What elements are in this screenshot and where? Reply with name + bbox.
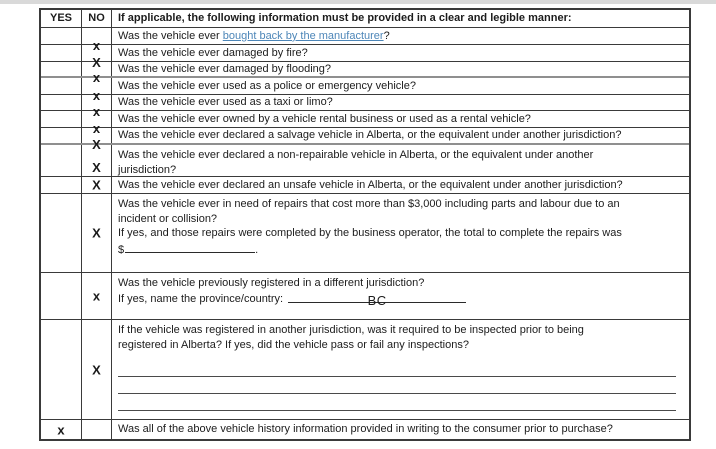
no-x-mark: X — [92, 55, 101, 70]
province-country-value: BC — [367, 292, 387, 308]
table-row — [41, 420, 689, 439]
question-text — [118, 29, 683, 44]
no-x-mark: x — [92, 88, 101, 103]
question-text — [118, 46, 683, 61]
question-column-header — [112, 10, 689, 27]
question-text-line: If the vehicle was registered in another jurisdiction, was it required to be inspected prior to being — [118, 324, 584, 336]
yes-cell — [41, 78, 82, 94]
question-text — [118, 226, 683, 241]
question-cell — [112, 28, 689, 44]
table-row — [41, 194, 689, 273]
question-cell — [112, 145, 689, 176]
no-column-header — [82, 10, 112, 27]
question-text — [118, 148, 683, 163]
no-x-mark: X — [92, 177, 101, 193]
no-x-mark: x — [92, 38, 101, 53]
question-text-line: Was the vehicle ever used as a taxi or limo? — [118, 96, 333, 109]
question-text-segment: Was the vehicle ever — [118, 29, 223, 42]
question-text-line: Was the vehicle ever declared an unsafe vehicle in Alberta, or the equivalent under another jurisdiction? — [118, 178, 623, 191]
dollar-sign: $ — [118, 243, 125, 256]
question-cell — [112, 128, 689, 143]
question-text — [118, 178, 683, 193]
province-country-label: If yes, name the province/country: — [118, 292, 284, 305]
question-text-line: Was all of the above vehicle history information provided in writing to the consumer prior to purchase? — [118, 423, 613, 436]
question-cell — [112, 45, 689, 61]
table-row — [41, 273, 689, 320]
question-text-line: Was the vehicle ever damaged by fire? — [118, 46, 308, 59]
yes-cell — [41, 145, 82, 176]
no-x-mark: x — [92, 121, 101, 136]
manufacturer-buyback-link[interactable]: bought back by the manufacturer — [222, 29, 384, 42]
question-text — [118, 95, 683, 110]
question-text-line: Was the vehicle ever declared a non-repairable vehicle in Alberta, or the equivalent under another — [118, 149, 594, 161]
question-text-line: incident or collision? — [118, 212, 218, 225]
question-text — [118, 79, 683, 94]
question-cell — [112, 273, 689, 319]
province-country-blank — [288, 291, 466, 308]
answer-line — [118, 377, 676, 394]
scan-artifact-strip — [0, 0, 716, 4]
question-text-line: If yes, and those repairs were completed by the business operator, the total to complete the repairs was — [118, 227, 622, 239]
yes-cell — [41, 320, 82, 419]
no-x-mark: X — [92, 225, 101, 241]
table-header-row — [41, 10, 689, 28]
question-text-line: Was the vehicle ever in need of repairs that cost more than $3,000 including parts and labour due to an — [118, 198, 620, 210]
no-x-mark: x — [92, 104, 101, 119]
question-text-line: Was the vehicle previously registered in a different jurisdiction? — [118, 277, 425, 289]
no-x-mark: x — [92, 70, 101, 85]
question-text — [118, 128, 683, 143]
question-text — [118, 276, 683, 291]
answer-line — [118, 394, 676, 411]
yes-x-mark: x — [57, 422, 65, 437]
question-text — [118, 197, 683, 212]
question-cell — [112, 194, 689, 272]
dollar-amount-blank — [125, 241, 255, 253]
table-row — [41, 177, 689, 194]
no-cell — [82, 420, 112, 439]
question-cell — [112, 420, 689, 439]
no-cell — [82, 177, 112, 193]
yes-cell — [41, 128, 82, 143]
answer-line — [118, 360, 676, 377]
table-row — [41, 62, 689, 85]
dollar-line-period: . — [255, 243, 259, 256]
question-text — [118, 212, 683, 227]
question-text — [118, 422, 683, 437]
form-table — [39, 8, 691, 441]
question-text-line: Was the vehicle ever owned by a vehicle rental business or used as a rental vehicle? — [118, 112, 531, 125]
yes-cell — [41, 95, 82, 110]
yes-cell — [41, 420, 82, 439]
no-x-mark: X — [92, 362, 101, 377]
question-text-line: registered in Alberta? If yes, did the vehicle pass or fail any inspections? — [118, 338, 469, 351]
province-country-line — [118, 291, 683, 307]
question-text — [118, 338, 683, 353]
no-cell — [82, 273, 112, 319]
yes-column-header — [41, 10, 82, 27]
question-cell — [112, 78, 689, 94]
question-text-line: Was the vehicle ever used as a police or emergency vehicle? — [118, 79, 416, 92]
question-text-line: jurisdiction? — [118, 163, 177, 176]
question-text-line: Was the vehicle ever declared a salvage vehicle in Alberta, or the equivalent under another jurisdiction? — [118, 129, 622, 142]
header-text-label: If applicable, the following information must be provided in a clear and legible manner: — [118, 12, 572, 25]
yes-cell — [41, 45, 82, 61]
dollar-amount-line — [118, 241, 683, 258]
no-x-mark: x — [92, 288, 101, 304]
yes-cell — [41, 273, 82, 319]
yes-cell — [41, 111, 82, 127]
no-x-mark: X — [92, 160, 101, 175]
question-text — [118, 112, 683, 127]
question-text-line: Was the vehicle ever damaged by flooding? — [118, 62, 331, 75]
yes-cell — [41, 194, 82, 272]
no-cell — [82, 28, 112, 53]
no-cell — [82, 320, 112, 419]
question-text-segment: ? — [383, 29, 390, 42]
table-row — [41, 145, 689, 177]
no-cell — [82, 194, 112, 272]
question-cell — [112, 62, 689, 76]
no-header-label: NO — [88, 12, 105, 24]
question-cell — [112, 320, 689, 419]
question-cell — [112, 95, 689, 110]
yes-cell — [41, 62, 82, 76]
question-cell — [112, 111, 689, 127]
spacer — [118, 352, 683, 360]
question-text — [118, 62, 683, 76]
table-row — [41, 128, 689, 152]
yes-cell — [41, 28, 82, 44]
question-text — [118, 323, 683, 338]
no-x-mark: X — [92, 137, 101, 152]
question-text — [118, 163, 683, 177]
yes-cell — [41, 177, 82, 193]
yes-header-label: YES — [49, 12, 72, 24]
header-text — [118, 11, 683, 26]
table-row — [41, 320, 689, 420]
question-cell — [112, 177, 689, 193]
